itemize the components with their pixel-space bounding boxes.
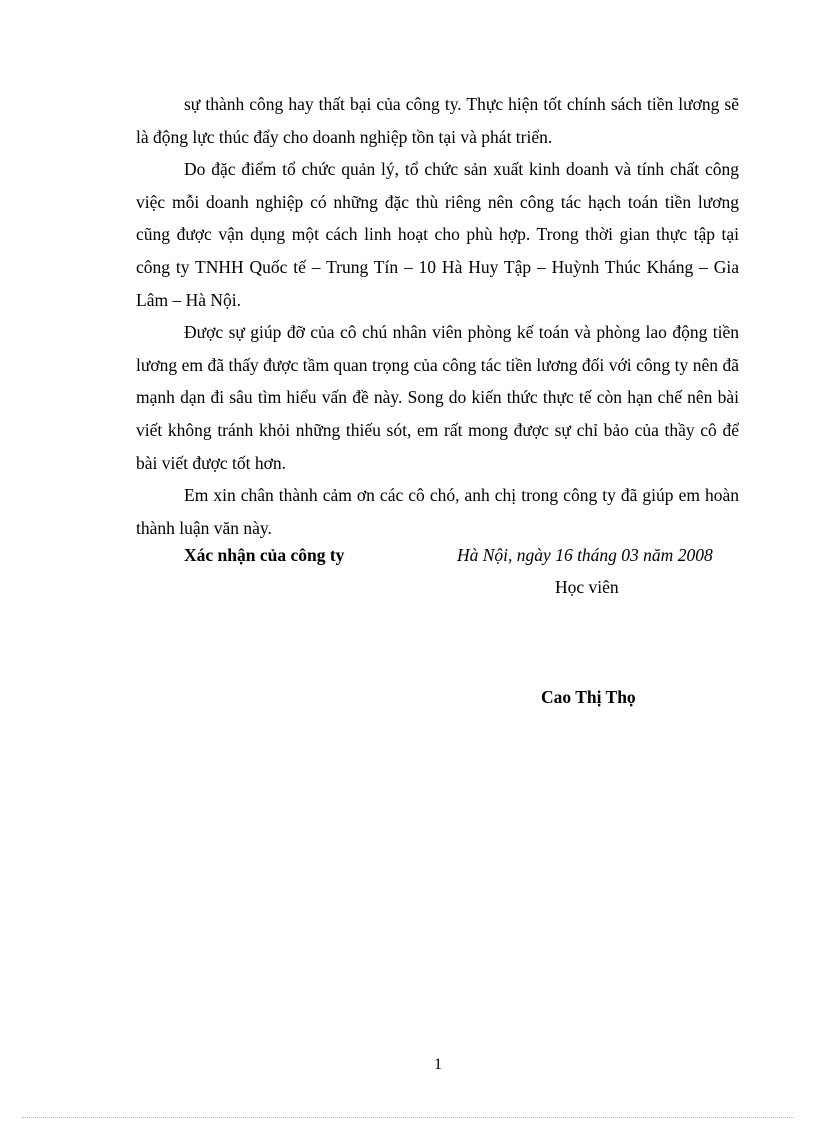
paragraph-salary-policy: sự thành công hay thất bại của công ty. Thực hiện tốt chính sách tiền lương sẽ là động lực thúc đẩy cho doanh nghiệp tồn tại và phát triển.	[136, 94, 739, 147]
signer-name: Cao Thị Thọ	[541, 687, 636, 707]
paragraph-thanks: Em xin chân thành cảm ơn các cô chó, anh chị trong công ty đã giúp em hoàn thành luận văn này.	[136, 485, 739, 538]
page-number: 1	[434, 1056, 442, 1073]
page-bottom-border	[22, 1117, 794, 1118]
signer-role: Học viên	[555, 577, 619, 597]
place-date: Hà Nội, ngày 16 tháng 03 năm 2008	[457, 545, 713, 565]
company-confirmation-label: Xác nhận của công ty	[184, 545, 345, 565]
paragraph-acknowledgement-help: Được sự giúp đỡ của cô chú nhân viên phòng kế toán và phòng lao động tiền lương em đã thấy được tầm quan trọng của công tác tiền lương đối với công ty nên đã mạnh dạn đi sâu tìm hiểu vấn đề này. Song do kiến thức thực tế còn hạn chế nên bài viết không tránh khỏi những thiếu sót, em rất mong được sự chỉ bảo của thầy cô để bài viết được tốt hơn.	[136, 322, 739, 473]
paragraph-organization: Do đặc điểm tổ chức quản lý, tổ chức sản xuất kinh doanh và tính chất công việc mỗi doanh nghiệp có những đặc thù riêng nên công tác hạch toán tiền lương cũng được vận dụng một cách linh hoạt cho phù hợp. Trong thời gian thực tập tại công ty TNHH Quốc tế – Trung Tín – 10 Hà Huy Tập – Huỳnh Thúc Kháng – Gia Lâm – Hà Nội.	[136, 159, 739, 310]
body-text	[136, 88, 739, 544]
